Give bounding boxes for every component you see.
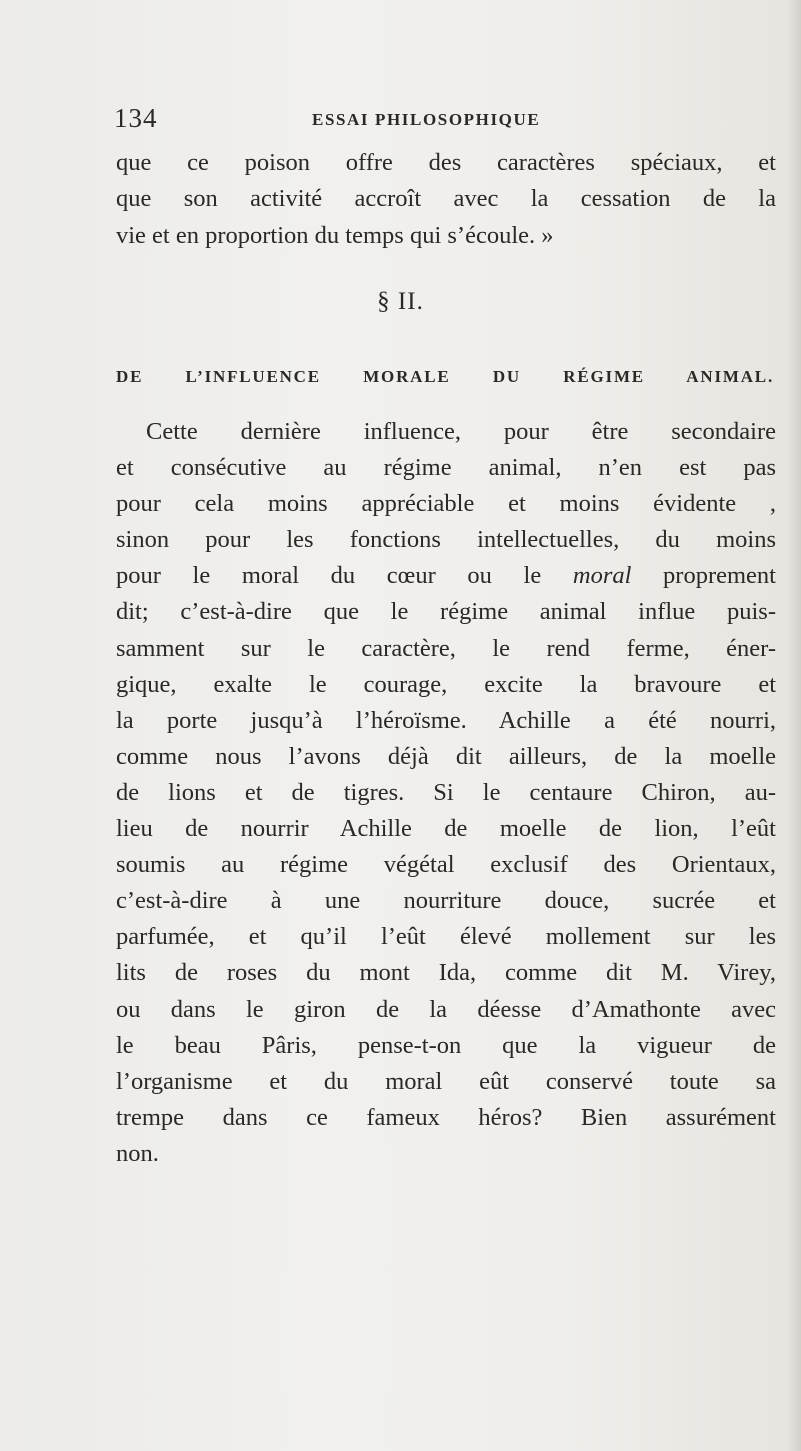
text-line: comme nous l’avons déjà dit ailleurs, de la moelle	[116, 742, 776, 770]
text-line: sinon pour les fonctions intellectuelles, du moins	[116, 526, 776, 554]
text-line: ou dans le giron de la déesse d’Amathonte avec	[116, 995, 776, 1023]
text-line	[116, 558, 776, 594]
italic-word: moral	[572, 562, 632, 590]
text-segment: pour le moral du cœur ou le	[116, 562, 573, 590]
text-line: gique, exalte le courage, excite la bravoure et	[116, 670, 776, 698]
text-line: non.	[116, 1139, 159, 1167]
page-number: 134	[114, 103, 158, 133]
continuation-paragraph	[116, 145, 776, 254]
text-line: et consécutive au régime animal, n’en est pas	[116, 454, 776, 482]
text-line: parfumée, et qu’il l’eût élevé mollement sur les	[116, 923, 776, 951]
text-line: la porte jusqu’à l’héroïsme. Achille a été nourri,	[116, 706, 776, 734]
section-paragraph	[116, 414, 776, 1172]
text-line: soumis au régime végétal exclusif des Orientaux,	[116, 851, 776, 879]
text-line: que son activité accroît avec la cessation de la	[116, 185, 776, 213]
text-line: l’organisme et du moral eût conservé toute sa	[116, 1067, 776, 1095]
text-line: lits de roses du mont Ida, comme dit M. Virey,	[116, 959, 776, 987]
section-heading: DE L’INFLUENCE MORALE DU RÉGIME ANIMAL.	[116, 367, 774, 386]
text-segment: proprement	[631, 562, 776, 590]
text-line: dit; c’est-à-dire que le régime animal influe puis-	[116, 598, 776, 626]
text-line: le beau Pâris, pense-t-on que la vigueur de	[116, 1031, 776, 1059]
text-line: c’est-à-dire à une nourriture douce, sucrée et	[116, 887, 776, 915]
text-line: vie et en proportion du temps qui s’écoule. »	[116, 221, 554, 249]
running-title: ESSAI PHILOSOPHIQUE	[312, 110, 541, 129]
text-line: de lions et de tigres. Si le centaure Chiron, au-	[116, 778, 776, 806]
text-line: trempe dans ce fameux héros? Bien assurément	[116, 1103, 776, 1131]
section-number: § II.	[377, 288, 424, 315]
text-line: lieu de nourrir Achille de moelle de lion, l’eût	[116, 815, 776, 843]
text-line: samment sur le caractère, le rend ferme, éner-	[116, 634, 776, 662]
text-line: pour cela moins appréciable et moins évidente ,	[116, 490, 776, 518]
text-line: que ce poison offre des caractères spéciaux, et	[116, 149, 776, 176]
text-line: Cette dernière influence, pour être secondaire	[146, 418, 776, 445]
running-header	[114, 103, 774, 137]
page-edge-shadow	[787, 0, 801, 1451]
